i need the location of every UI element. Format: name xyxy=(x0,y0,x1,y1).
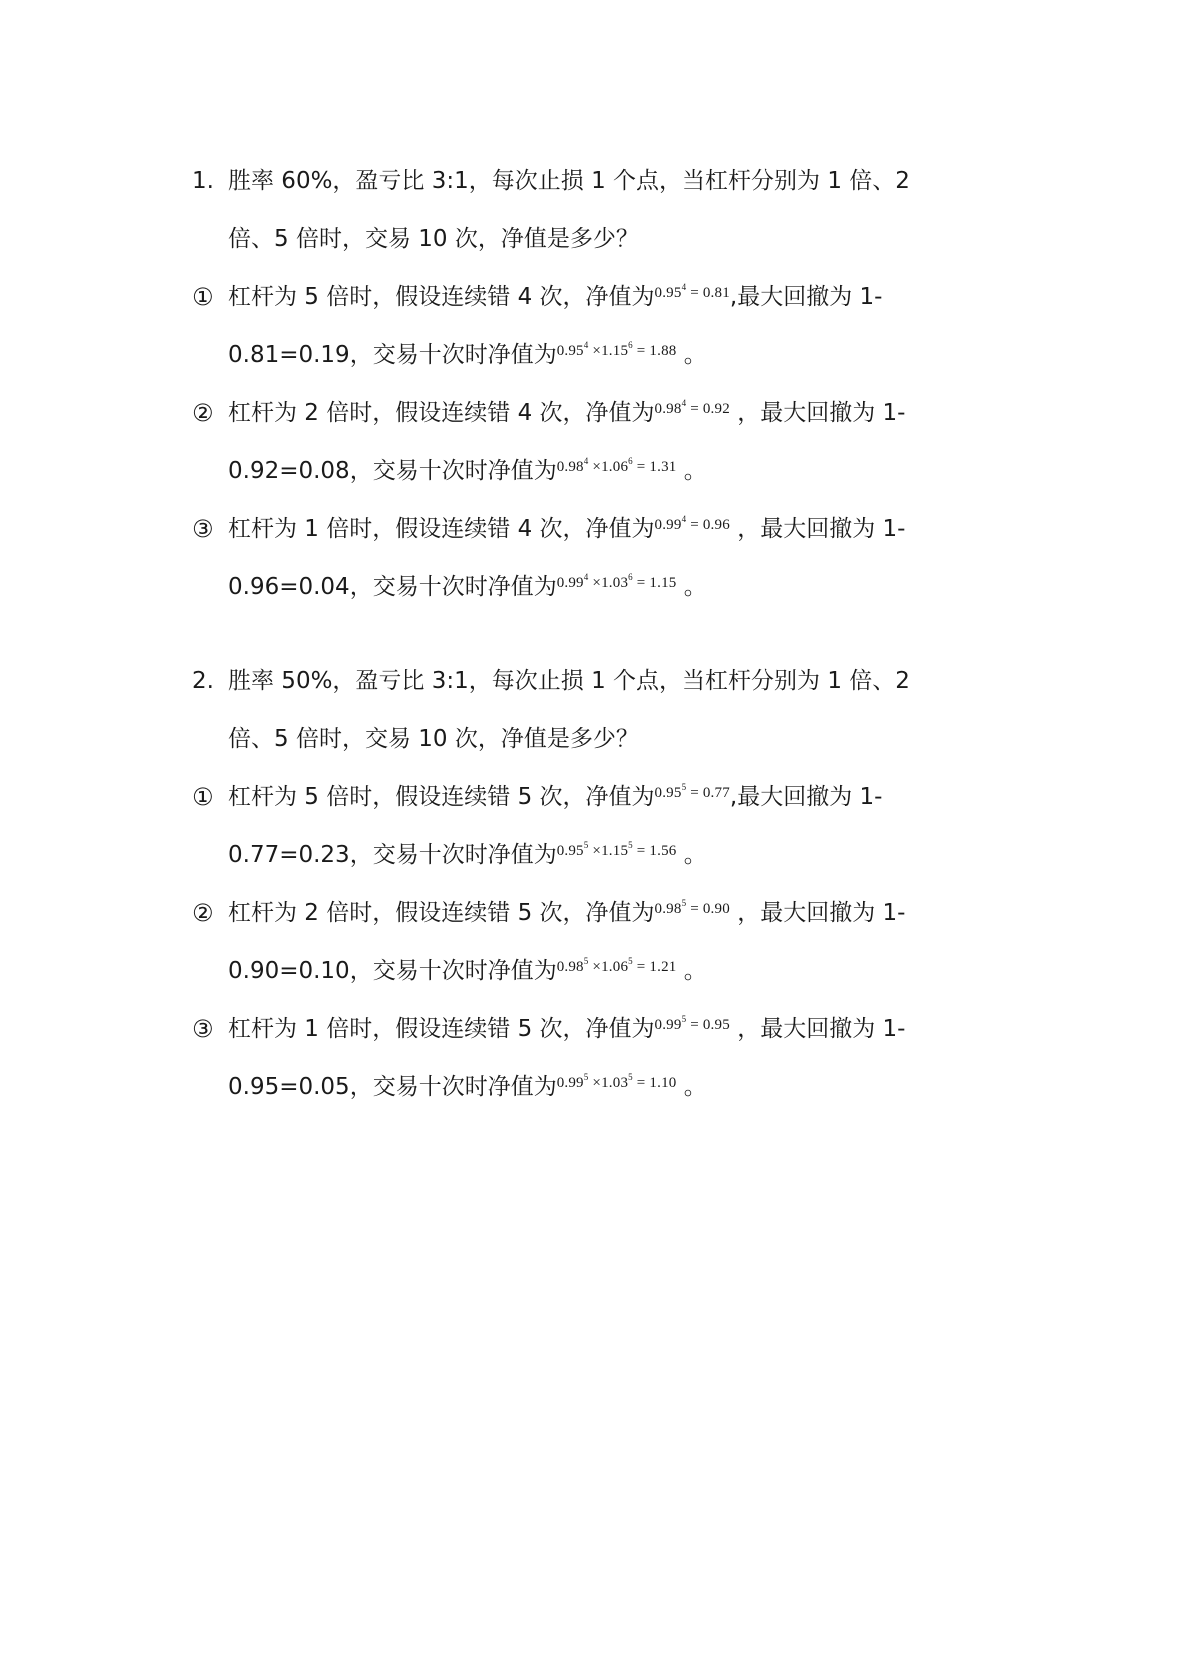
case-text: 0.77=0.23，交易十次时净值为$^{0.95^5 \times 1.15^5 = 1.56}$ 。 xyxy=(228,840,707,868)
case-text: 杠杆为 2 倍时，假设连续错 4 次，净值为$^{0.98^4 = 0.92}$ ，最大回撤为 1- xyxy=(228,398,906,426)
drawdown-formula: 0.985 = 0.90 xyxy=(654,898,730,917)
case-text: 0.95=0.05，交易十次时净值为$^{0.99^5 \times 1.03^5 = 1.10}$ 。 xyxy=(228,1072,707,1100)
case-line xyxy=(192,268,992,326)
problem-number: 2. xyxy=(192,668,214,694)
case-line xyxy=(192,500,992,558)
question-text: 胜率 60%，盈亏比 3:1，每次止损 1 个点，当杠杆分别为 1 倍、2 xyxy=(228,168,910,194)
case-line xyxy=(192,1058,992,1116)
net-value-formula: 0.955 ×1.155 = 1.56 xyxy=(556,840,677,859)
case-text: 0.92=0.08，交易十次时净值为$^{0.98^4 \times 1.06^6 = 1.31}$ 。 xyxy=(228,456,707,484)
problem-number: 1. xyxy=(192,168,214,194)
case-line xyxy=(192,826,992,884)
drawdown-formula: 0.955 = 0.77 xyxy=(654,782,730,801)
case-marker: ③ xyxy=(192,515,214,543)
net-value-formula: 0.995 ×1.035 = 1.10 xyxy=(556,1072,677,1091)
problem-1 xyxy=(192,152,992,616)
case-line xyxy=(192,942,992,1000)
question-line xyxy=(192,152,992,210)
case-text: 杠杆为 1 倍时，假设连续错 5 次，净值为$^{0.99^5 = 0.95}$ ，最大回撤为 1- xyxy=(228,1014,906,1042)
problem-2 xyxy=(192,652,992,1116)
case-line xyxy=(192,442,992,500)
case-text: 杠杆为 5 倍时，假设连续错 4 次，净值为$^{0.95^4 = 0.81}$,最大回撤为 1- xyxy=(228,282,883,310)
drawdown-formula: 0.995 = 0.95 xyxy=(654,1014,730,1033)
case-marker: ② xyxy=(192,899,214,927)
case-text: 杠杆为 2 倍时，假设连续错 5 次，净值为$^{0.98^5 = 0.90}$ ，最大回撤为 1- xyxy=(228,898,906,926)
case-text: 0.96=0.04，交易十次时净值为$^{0.99^4 \times 1.03^6 = 1.15}$ 。 xyxy=(228,572,707,600)
case-text: 0.81=0.19，交易十次时净值为$^{0.95^4 \times 1.15^6 = 1.88}$ 。 xyxy=(228,340,707,368)
case-line xyxy=(192,384,992,442)
question-text: 胜率 50%，盈亏比 3:1，每次止损 1 个点，当杠杆分别为 1 倍、2 xyxy=(228,668,910,694)
case-line xyxy=(192,1000,992,1058)
question-line xyxy=(192,210,992,268)
question-line xyxy=(192,710,992,768)
case-text: 0.90=0.10，交易十次时净值为$^{0.98^5 \times 1.06^5 = 1.21}$ 。 xyxy=(228,956,707,984)
case-marker: ③ xyxy=(192,1015,214,1043)
case-text: 杠杆为 1 倍时，假设连续错 4 次，净值为$^{0.99^4 = 0.96}$ ，最大回撤为 1- xyxy=(228,514,906,542)
question-text: 倍、5 倍时，交易 10 次，净值是多少？ xyxy=(228,226,639,252)
case-line xyxy=(192,768,992,826)
net-value-formula: 0.954 ×1.156 = 1.88 xyxy=(556,340,677,359)
question-text: 倍、5 倍时，交易 10 次，净值是多少？ xyxy=(228,726,639,752)
case-marker: ① xyxy=(192,783,214,811)
case-text: 杠杆为 5 倍时，假设连续错 5 次，净值为$^{0.95^5 = 0.77}$,最大回撤为 1- xyxy=(228,782,883,810)
case-line xyxy=(192,884,992,942)
drawdown-formula: 0.954 = 0.81 xyxy=(654,282,730,301)
case-marker: ① xyxy=(192,283,214,311)
net-value-formula: 0.985 ×1.065 = 1.21 xyxy=(556,956,677,975)
drawdown-formula: 0.984 = 0.92 xyxy=(654,398,730,417)
case-line xyxy=(192,326,992,384)
net-value-formula: 0.994 ×1.036 = 1.15 xyxy=(556,572,677,591)
question-line xyxy=(192,652,992,710)
net-value-formula: 0.984 ×1.066 = 1.31 xyxy=(556,456,677,475)
case-marker: ② xyxy=(192,399,214,427)
case-line xyxy=(192,558,992,616)
drawdown-formula: 0.994 = 0.96 xyxy=(654,514,730,533)
